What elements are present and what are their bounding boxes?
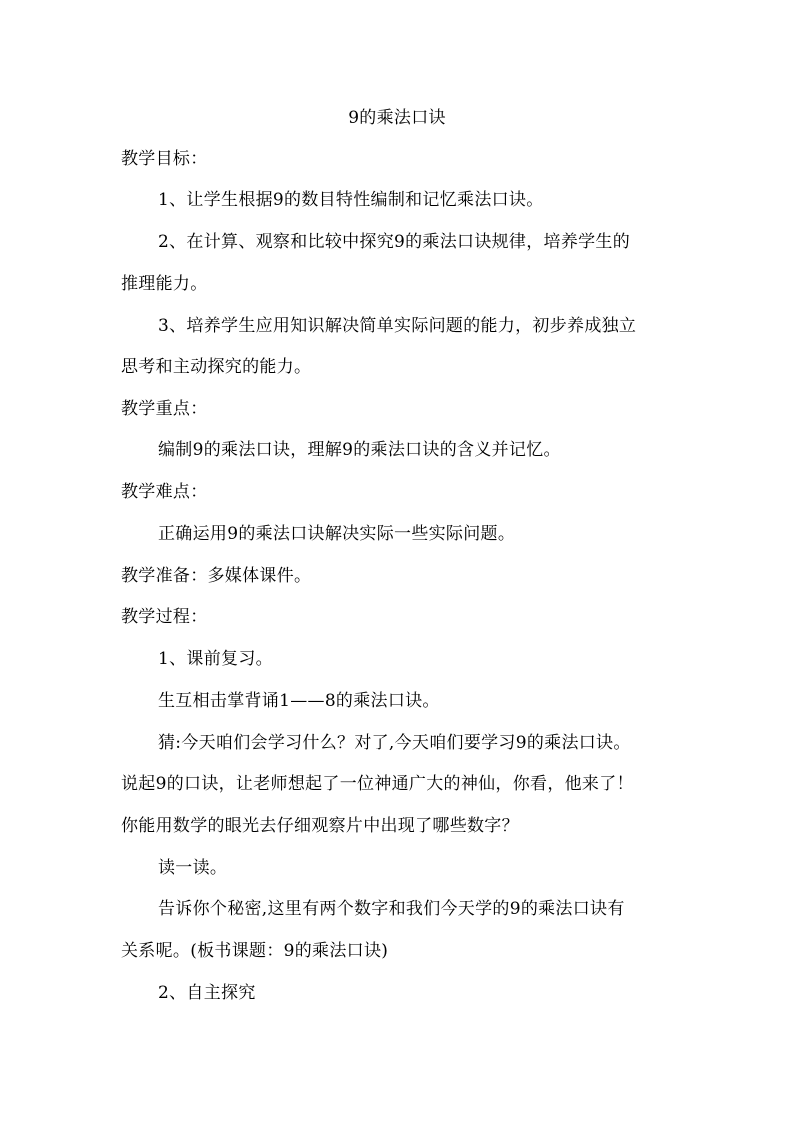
step-1-review: 1、课前复习。: [158, 649, 273, 669]
goal-2: 2、在计算、观察和比较中探究9的乘法口诀规律，培养学生的: [158, 232, 631, 252]
secret-paragraph: 告诉你个秘密,这里有两个数字和我们今天学的9的乘法口诀有: [158, 899, 625, 919]
guess-paragraph-line-3: 你能用数学的眼光去仔细观察片中出现了哪些数字？: [121, 816, 519, 836]
heading-teaching-goals: 教学目标：: [121, 149, 208, 169]
goal-3-continued: 思考和主动探究的能力。: [121, 357, 312, 377]
read-aloud: 读一读。: [158, 858, 228, 878]
heading-process: 教学过程：: [121, 607, 208, 627]
teaching-preparation: 教学准备：多媒体课件。: [121, 566, 312, 586]
guess-paragraph-line-2: 说起9的口诀，让老师想起了一位神通广大的神仙，你看，他来了！: [121, 774, 634, 794]
heading-difficulties: 教学难点：: [121, 482, 208, 502]
difficulties-text: 正确运用9的乘法口诀解决实际一些实际问题。: [158, 524, 516, 544]
goal-2-continued: 推理能力。: [121, 274, 208, 294]
step-1-text: 生互相击掌背诵1——8的乘法口诀。: [158, 691, 440, 711]
goal-1: 1、让学生根据9的数目特性编制和记忆乘法口诀。: [158, 190, 544, 210]
document-title: 9的乘法口诀: [348, 108, 446, 128]
guess-paragraph: 猜:今天咱们会学习什么？对了,今天咱们要学习9的乘法口诀。: [158, 733, 631, 753]
secret-paragraph-line-2: 关系呢。(板书课题：9的乘法口诀): [121, 941, 389, 961]
key-points-text: 编制9的乘法口诀，理解9的乘法口诀的含义并记忆。: [158, 440, 561, 460]
goal-3: 3、培养学生应用知识解决简单实际问题的能力，初步养成独立: [158, 316, 637, 336]
step-2-explore: 2、自主探究: [158, 983, 256, 1003]
heading-key-points: 教学重点：: [121, 399, 208, 419]
